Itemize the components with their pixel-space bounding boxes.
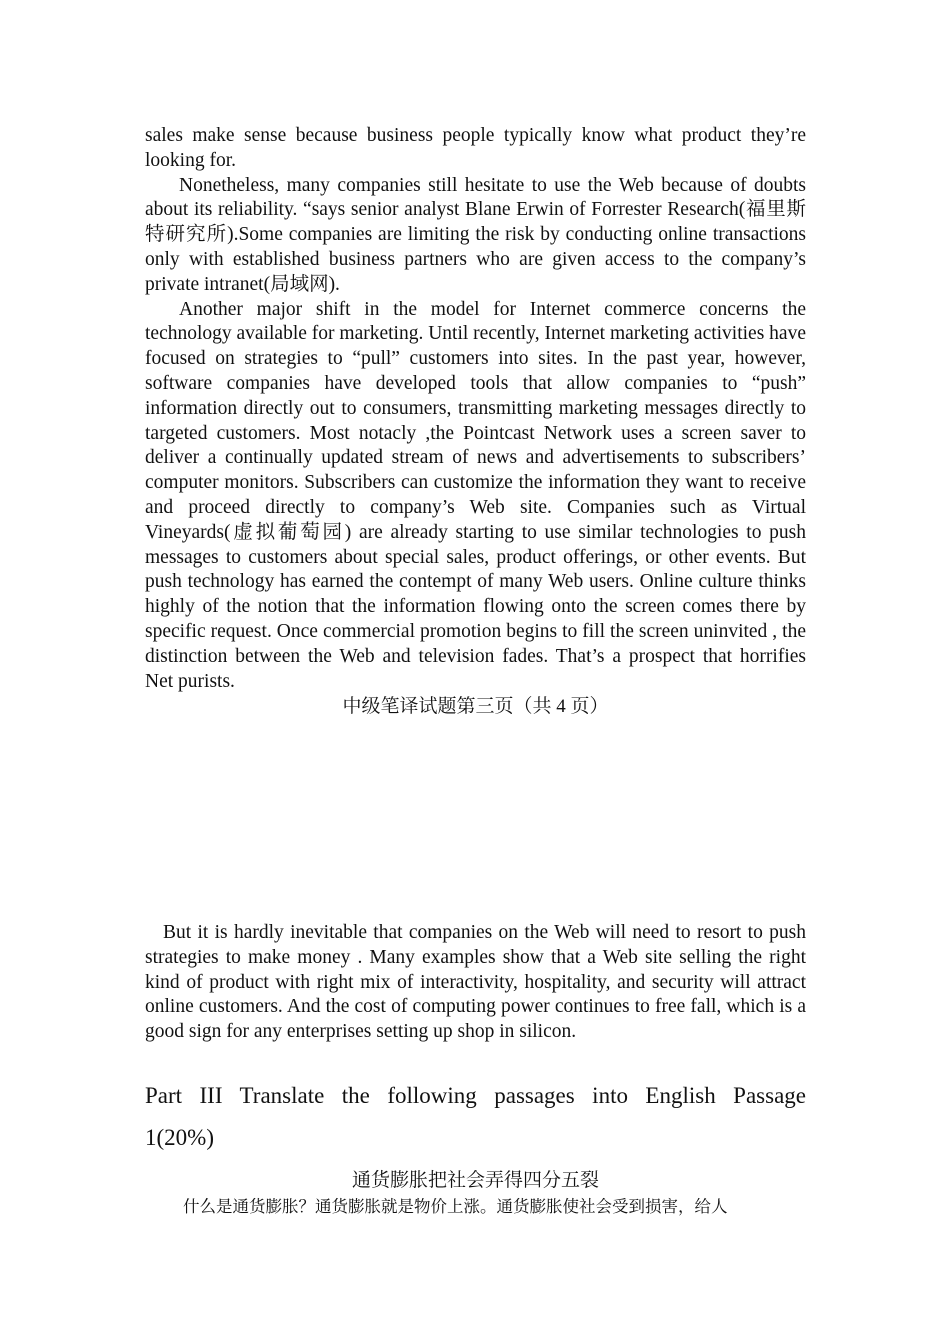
passage-continued [145, 921, 806, 1045]
paragraph-4: But it is hardly inevitable that companies on the Web will need to resort to push strategies to make money . Many examples show that a Web site selling the right kind of product with right mix of interactivity, hospitality, and security will attract online customers. And the cost of computing power continues to free fall, which is a good sign for any enterprises setting up shop in silicon. [145, 922, 806, 1043]
paragraph-1: sales make sense because business people typically know what product they’re looking for. [145, 125, 806, 171]
page-footer: 中级笔译试题第三页（共 4 页） [342, 696, 609, 718]
part-3-heading-line-2: 1(20%) [145, 1125, 214, 1150]
part-3-heading [145, 1077, 806, 1157]
chinese-passage-title: 通货膨胀把社会弄得四分五裂 [351, 1170, 599, 1191]
chinese-passage-first-line: 什么是通货膨胀？通货膨胀就是物价上涨。通货膨胀使社会受到损害，给人 [183, 1197, 728, 1216]
passage-top [145, 124, 806, 720]
part-3-heading-line-1: Part III Translate the following passages into English Passage [145, 1083, 806, 1108]
paragraph-2: Nonetheless, many companies still hesitate to use the Web because of doubts about its reliability. “says senior analyst Blane Erwin of Forrester Research(福里斯特研究所).Some companies are limiting the risk by conducting online transactions only with established business partners who are given access to the company’s private intranet(局域网). [145, 174, 806, 295]
paragraph-3: Another major shift in the model for Internet commerce concerns the technology available for marketing. Until recently, Internet marketing activities have focused on strategies to “pull” customers into sites. In the past year, however, software companies have developed tools that allow companies to “push” information directly out to consumers, transmitting marketing messages directly to targeted customers. Most notacly ,the Pointcast Network uses a screen saver to deliver a continually updated stream of news and advertisements to subscribers’ computer monitors. Subscribers can customize the information they want to receive and proceed directly to company’s Web site. Companies such as Virtual Vineyards(虚拟葡萄园) are already starting to use similar technologies to push messages to customers about special sales, product offerings, or other events. But push technology has earned the contempt of many Web users. Online culture thinks highly of the notion that the information flowing onto the screen comes there by specific request. Once commercial promotion begins to fill the screen uninvited , the distinction between the Web and television fades. That’s a prospect that horrifies Net purists. [145, 298, 806, 692]
